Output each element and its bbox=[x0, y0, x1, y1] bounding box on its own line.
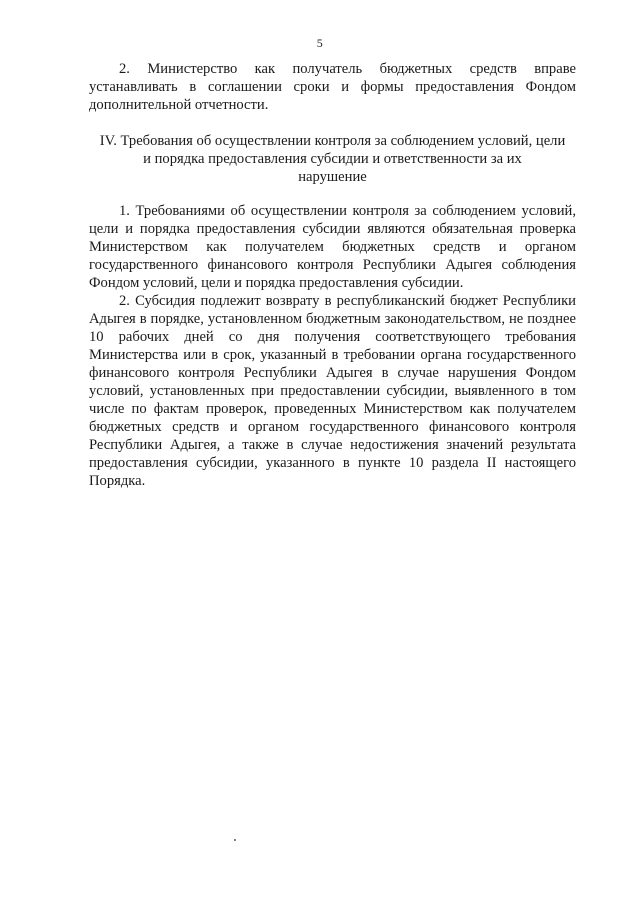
page-number: 5 bbox=[316, 36, 324, 50]
section-paragraph-1: 1. Требованиями об осуществлении контроля за соблюдением условий, цели и порядка предоставления субсидии являются обязательная проверка Министерством как получателем бюджетных средств и органом государственного финансового контроля Республики Адыгея соблюдения Фондом условий, цели и порядка предоставления субсидии. bbox=[89, 203, 576, 291]
section-body bbox=[89, 202, 576, 490]
scan-speck bbox=[234, 839, 236, 841]
section-heading bbox=[89, 132, 576, 186]
intro-paragraph: 2. Министерство как получатель бюджетных средств вправе устанавливать в соглашении сроки и формы предоставления Фондом дополнительной отчетности. bbox=[89, 61, 576, 113]
section-heading-line-1: IV. Требования об осуществлении контроля за соблюдением условий, цели bbox=[99, 133, 566, 149]
section-paragraph-2: 2. Субсидия подлежит возврату в республиканский бюджет Республики Адыгея в порядке, установленном бюджетным законодательством, не позднее 10 рабочих дней со дня получения соответствующего требования Министерства или в срок, указанный в требовании органа государственного финансового контроля Республики Адыгея в случае нарушения Фондом условий, установленных при предоставлении субсидии, выявленного в том числе по фактам проверок, проведенных Министерством как получателем бюджетных средств и органом государственного финансового контроля Республики Адыгея, а также в случае недостижения значений результата предоставления субсидии, указанного в пункте 10 раздела II настоящего Порядка. bbox=[89, 293, 576, 489]
section-heading-line-2: и порядка предоставления субсидии и ответственности за их bbox=[143, 151, 522, 167]
document-body bbox=[89, 60, 576, 490]
section-heading-line-3: нарушение bbox=[298, 169, 367, 185]
